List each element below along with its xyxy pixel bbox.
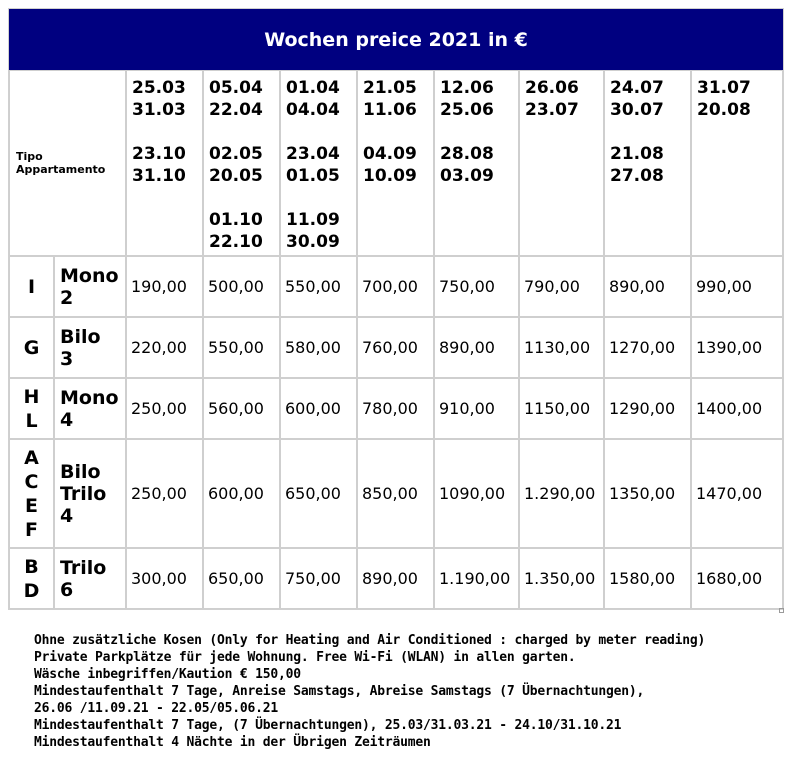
period-date: 01.10 [209, 210, 263, 230]
table-row [9, 256, 783, 317]
period-date [209, 121, 279, 143]
apartment-code-letter: H [23, 385, 40, 408]
period-header [691, 70, 783, 256]
apartment-type-line: Mono [60, 264, 119, 287]
period-date [363, 121, 433, 143]
table-row [9, 439, 783, 548]
period-date [286, 121, 356, 143]
price-cell: 890,00 [434, 317, 519, 378]
period-date: 05.04 [209, 78, 263, 98]
apartment-type [54, 317, 126, 378]
apartment-type [54, 256, 126, 317]
price-cell: 700,00 [357, 256, 434, 317]
apartment-code-letter: I [27, 275, 36, 298]
price-cell: 1580,00 [604, 548, 691, 609]
apartment-type [54, 439, 126, 548]
period-header [203, 70, 280, 256]
price-cell: 550,00 [203, 317, 280, 378]
price-cell: 650,00 [203, 548, 280, 609]
period-header-row [9, 70, 783, 256]
period-date: 28.08 [440, 144, 494, 164]
period-date [132, 121, 202, 143]
period-header [126, 70, 203, 256]
period-date: 11.09 [286, 210, 340, 230]
apartment-type-line: 2 [60, 286, 74, 309]
note-line: Mindestaufenthalt 7 Tage, Anreise Samstags, Abreise Samstags (7 Übernachtungen), [34, 684, 645, 699]
note-line: Ohne zusätzliche Kosen (Only for Heating and Air Conditioned : charged by meter reading) [34, 633, 706, 648]
price-cell: 1.290,00 [519, 439, 604, 548]
period-header [519, 70, 604, 256]
period-date [209, 187, 279, 209]
period-date: 27.08 [610, 166, 664, 186]
period-date [440, 121, 518, 143]
resize-handle [779, 608, 784, 613]
apartment-code-letter: E [25, 494, 38, 517]
table-title: Wochen preice 2021 in € [9, 9, 783, 70]
price-cell: 890,00 [604, 256, 691, 317]
period-date: 02.05 [209, 144, 263, 164]
price-cell: 750,00 [434, 256, 519, 317]
price-cell: 250,00 [126, 378, 203, 439]
period-date: 20.08 [697, 100, 751, 120]
price-table [8, 8, 784, 610]
price-cell: 1290,00 [604, 378, 691, 439]
period-date: 04.09 [363, 144, 417, 164]
price-cell: 580,00 [280, 317, 357, 378]
price-cell: 910,00 [434, 378, 519, 439]
price-cell: 1470,00 [691, 439, 783, 548]
price-cell: 1150,00 [519, 378, 604, 439]
price-cell: 1130,00 [519, 317, 604, 378]
period-date: 25.03 [132, 78, 186, 98]
price-cell: 600,00 [203, 439, 280, 548]
note-line: Mindestaufenthalt 7 Tage, (7 Übernachtungen), 25.03/31.03.21 - 24.10/31.10.21 [34, 718, 622, 733]
notes [34, 632, 774, 751]
price-cell: 600,00 [280, 378, 357, 439]
period-date: 22.10 [209, 232, 263, 252]
period-date: 12.06 [440, 78, 494, 98]
apartment-type-line: Trilo [60, 482, 107, 505]
apartment-type [54, 378, 126, 439]
period-date [610, 121, 690, 143]
table-row [9, 317, 783, 378]
period-date: 21.05 [363, 78, 417, 98]
price-cell: 1390,00 [691, 317, 783, 378]
apartment-code-letter: C [24, 470, 39, 493]
price-cell: 780,00 [357, 378, 434, 439]
price-cell: 550,00 [280, 256, 357, 317]
apartment-code-letter: A [24, 446, 39, 469]
period-date [286, 187, 356, 209]
price-cell: 190,00 [126, 256, 203, 317]
period-date: 10.09 [363, 166, 417, 186]
apartment-type-line: 4 [60, 408, 74, 431]
table-row [9, 548, 783, 609]
period-date: 25.06 [440, 100, 494, 120]
apartment-code-letter: F [25, 518, 38, 541]
note-line: Private Parkplätze für jede Wohnung. Free Wi-Fi (WLAN) in allen garten. [34, 650, 576, 665]
period-date: 31.10 [132, 166, 186, 186]
apartment-code-letter: L [25, 409, 38, 432]
period-header [280, 70, 357, 256]
apartment-code-letter: G [23, 336, 40, 359]
apartment-code-letter: B [24, 555, 39, 578]
price-cell: 790,00 [519, 256, 604, 317]
price-cell: 1.350,00 [519, 548, 604, 609]
apartment-code-letter: D [23, 579, 40, 602]
price-cell: 890,00 [357, 548, 434, 609]
apartment-type-line: 4 [60, 504, 74, 527]
period-date: 04.04 [286, 100, 340, 120]
type-header-line: Appartamento [16, 163, 106, 176]
apartment-code [9, 317, 54, 378]
price-cell: 650,00 [280, 439, 357, 548]
price-cell: 500,00 [203, 256, 280, 317]
period-date: 21.08 [610, 144, 664, 164]
period-date: 01.04 [286, 78, 340, 98]
price-cell: 1270,00 [604, 317, 691, 378]
note-line: 26.06 /11.09.21 - 22.05/05.06.21 [34, 701, 279, 716]
apartment-code [9, 548, 54, 609]
period-header [434, 70, 519, 256]
period-date: 11.06 [363, 100, 417, 120]
apartment-type-line: 6 [60, 578, 74, 601]
price-cell: 1090,00 [434, 439, 519, 548]
apartment-type-line: Mono [60, 386, 119, 409]
price-cell: 750,00 [280, 548, 357, 609]
period-date: 23.04 [286, 144, 340, 164]
apartment-type-line: Bilo [60, 460, 101, 483]
period-header [357, 70, 434, 256]
apartment-type-line: 3 [60, 347, 74, 370]
price-cell: 560,00 [203, 378, 280, 439]
period-date: 20.05 [209, 166, 263, 186]
apartment-code [9, 378, 54, 439]
note-line: Mindestaufenthalt 4 Nächte in der Übrigen Zeiträumen [34, 735, 431, 750]
note-line: Wäsche inbegriffen/Kaution € 150,00 [34, 667, 301, 682]
period-date: 31.03 [132, 100, 186, 120]
table-row [9, 378, 783, 439]
price-cell: 1350,00 [604, 439, 691, 548]
period-date: 23.10 [132, 144, 186, 164]
price-cell: 300,00 [126, 548, 203, 609]
price-cell: 1680,00 [691, 548, 783, 609]
period-date: 23.07 [525, 100, 579, 120]
price-cell: 760,00 [357, 317, 434, 378]
apartment-code [9, 439, 54, 548]
apartment-type [54, 548, 126, 609]
price-cell: 1.190,00 [434, 548, 519, 609]
period-date: 31.07 [697, 78, 751, 98]
price-cell: 220,00 [126, 317, 203, 378]
apartment-code [9, 256, 54, 317]
period-date: 30.09 [286, 232, 340, 252]
price-cell: 990,00 [691, 256, 783, 317]
period-header [604, 70, 691, 256]
period-date: 22.04 [209, 100, 263, 120]
price-cell: 850,00 [357, 439, 434, 548]
period-date: 01.05 [286, 166, 340, 186]
price-cell: 1400,00 [691, 378, 783, 439]
apartment-type-line: Trilo [60, 556, 107, 579]
period-date: 03.09 [440, 166, 494, 186]
apartment-type-line: Bilo [60, 325, 101, 348]
period-date: 26.06 [525, 78, 579, 98]
type-header-line: Tipo [16, 150, 43, 163]
period-date: 30.07 [610, 100, 664, 120]
type-header [9, 70, 126, 256]
price-cell: 250,00 [126, 439, 203, 548]
period-date: 24.07 [610, 78, 664, 98]
